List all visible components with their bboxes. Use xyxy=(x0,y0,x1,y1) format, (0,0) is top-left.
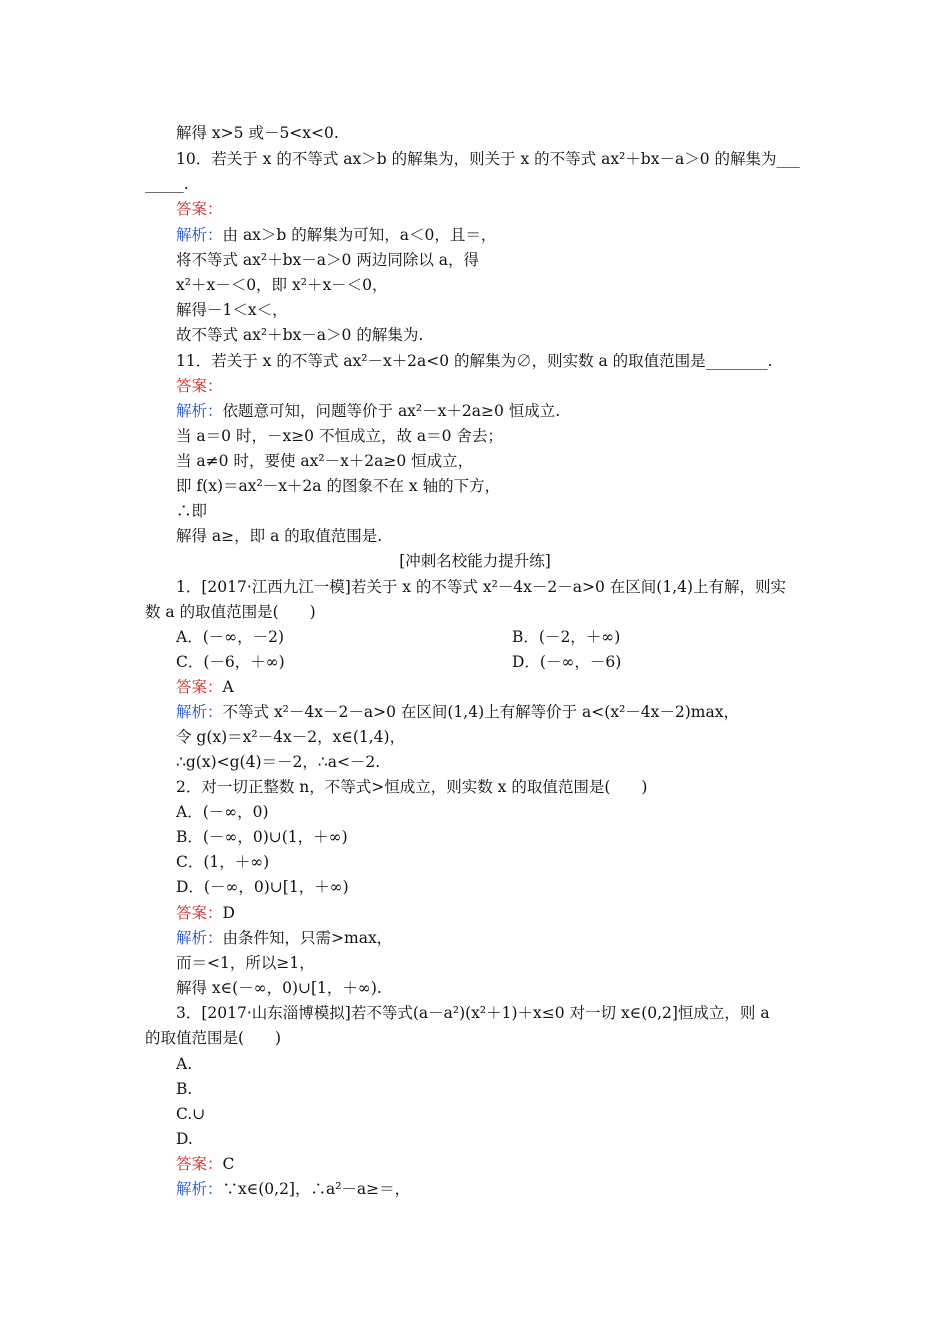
text-line: 即 f(x)＝ax²－x＋2a 的图象不在 x 轴的下方， xyxy=(176,477,501,495)
analysis-label: 解析： xyxy=(176,226,223,244)
text-line: 解得 x>5 或－5<x<0. xyxy=(176,124,339,142)
question-3-cont: 的取值范围是( ) xyxy=(145,1029,282,1047)
answer-label: 答案： xyxy=(176,678,223,696)
option-c: C．(－6，＋∞) xyxy=(176,653,285,671)
analysis-text: 不等式 x²－4x－2－a>0 在区间(1,4)上有解等价于 a<(x²－4x－2)max， xyxy=(222,703,739,721)
answer-line xyxy=(176,676,234,698)
answer-label: 答案： xyxy=(176,904,223,922)
analysis-label: 解析： xyxy=(176,703,223,721)
analysis-line xyxy=(176,1178,410,1200)
answer-label: 答案： xyxy=(176,377,223,395)
text-line: 解得－1＜x＜， xyxy=(176,301,288,319)
answer-label: 答案： xyxy=(176,200,223,218)
text-line: 当 a＝0 时，－x≥0 不恒成立，故 a＝0 舍去； xyxy=(176,427,503,445)
text-line: 将不等式 ax²＋bx－a＞0 两边同除以 a，得 xyxy=(176,251,479,269)
answer-line xyxy=(176,902,235,924)
text-line: 解得 x∈(－∞，0)∪[1，＋∞). xyxy=(176,979,382,997)
option-a: A. xyxy=(176,1055,193,1073)
answer-value: C xyxy=(222,1155,235,1173)
text-line: x²＋x－＜0，即 x²＋x－＜0， xyxy=(176,276,388,294)
text-line: 当 a≠0 时，要使 ax²－x＋2a≥0 恒成立， xyxy=(176,452,474,470)
answer-line xyxy=(176,198,223,220)
analysis-line xyxy=(176,400,560,422)
text-line: 令 g(x)＝x²－4x－2，x∈(1,4)， xyxy=(176,728,406,746)
text-line: ∴g(x)<g(4)＝－2，∴a<－2. xyxy=(176,753,381,771)
question-3: 3．[2017·山东淄博模拟]若不等式(a－a²)(x²＋1)＋x≤0 对一切 x∈(0,2]恒成立，则 a xyxy=(176,1004,770,1022)
option-b: B. xyxy=(176,1080,193,1098)
option-c: C.∪ xyxy=(176,1105,206,1123)
question-1-cont: 数 a 的取值范围是( ) xyxy=(145,603,316,621)
option-a: A．(－∞，－2) xyxy=(176,628,285,646)
option-a: A．(－∞，0) xyxy=(176,803,269,821)
analysis-line xyxy=(176,927,392,949)
analysis-label: 解析： xyxy=(176,402,223,420)
answer-value: A xyxy=(222,678,234,696)
option-c: C．(1，＋∞) xyxy=(176,853,270,871)
option-d: D. xyxy=(176,1130,193,1148)
analysis-line xyxy=(176,701,739,723)
analysis-text: 依题意可知，问题等价于 ax²－x＋2a≥0 恒成立. xyxy=(222,402,561,420)
text-line: 而＝<1，所以≥1， xyxy=(176,954,315,972)
answer-line xyxy=(176,1153,234,1175)
text-line: 解得 a≥，即 a 的取值范围是. xyxy=(176,527,383,545)
section-heading: [冲刺名校能力提升练] xyxy=(399,552,551,570)
text-line: 故不等式 ax²＋bx－a＞0 的解集为. xyxy=(176,326,424,344)
analysis-text: ∵x∈(0,2]，∴a²－a≥＝， xyxy=(222,1180,411,1198)
question-11: 11．若关于 x 的不等式 ax²－x＋2a<0 的解集为∅，则实数 a 的取值范围是________. xyxy=(176,352,773,370)
question-10: 10．若关于 x 的不等式 ax＞b 的解集为，则关于 x 的不等式 ax²＋bx－a＞0 的解集为___ xyxy=(176,150,800,168)
answer-label: 答案： xyxy=(176,1155,223,1173)
analysis-line xyxy=(176,224,496,246)
question-2: 2．对一切正整数 n，不等式>恒成立，则实数 x 的取值范围是( ) xyxy=(176,778,648,796)
analysis-text: 由条件知，只需>max， xyxy=(222,929,393,947)
analysis-label: 解析： xyxy=(176,929,223,947)
answer-line xyxy=(176,375,223,397)
answer-blank: _____. xyxy=(145,175,189,193)
option-b: B．(－∞，0)∪(1，＋∞) xyxy=(176,828,348,846)
question-1: 1．[2017·江西九江一模]若关于 x 的不等式 x²－4x－2－a>0 在区间(1,4)上有解，则实 xyxy=(176,578,787,596)
analysis-text: 由 ax＞b 的解集为可知，a＜0，且＝， xyxy=(222,226,497,244)
analysis-label: 解析： xyxy=(176,1180,223,1198)
answer-value: D xyxy=(222,904,235,922)
option-b: B．(－2，＋∞) xyxy=(512,628,621,646)
option-d: D．(－∞，0)∪[1，＋∞) xyxy=(176,878,349,896)
text-line: ∴即 xyxy=(176,502,208,520)
option-d: D．(－∞，－6) xyxy=(512,653,622,671)
